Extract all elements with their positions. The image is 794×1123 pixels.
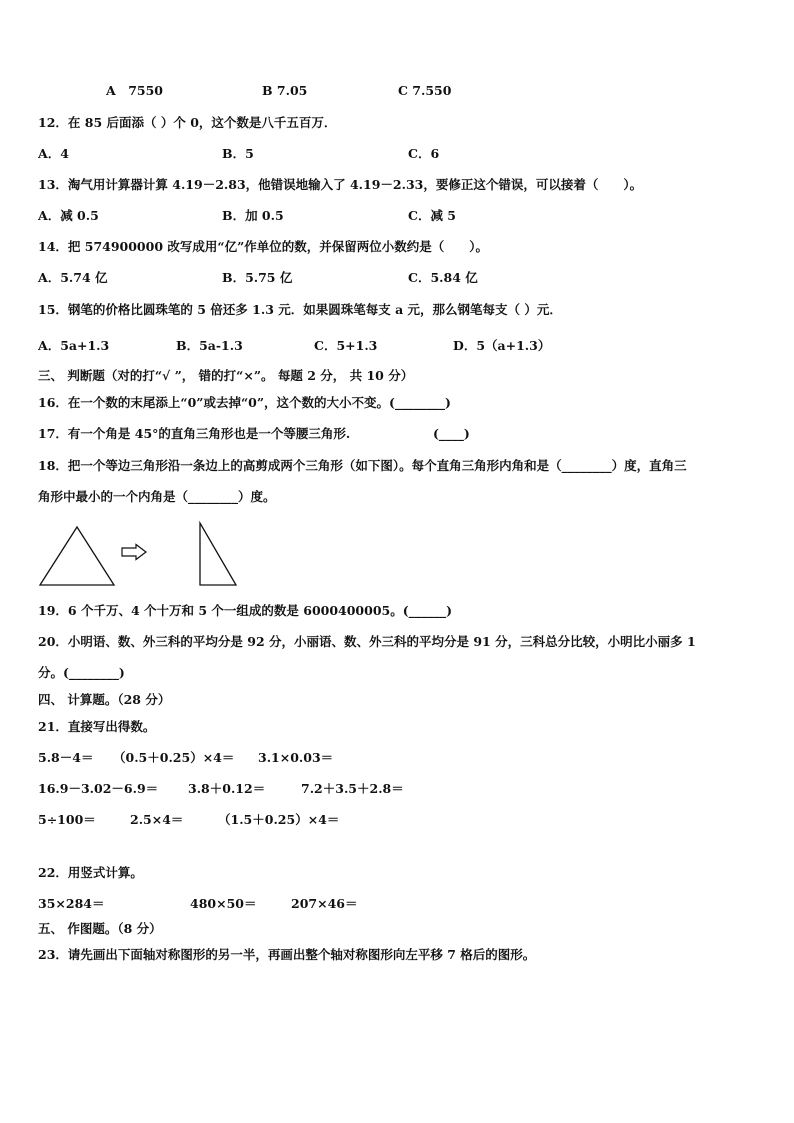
q14-stem: 14．把 574900000 改写成用“亿”作单位的数，并保留两位小数约是（ ）。 [38, 239, 489, 254]
q14-option-b: B．5.75 亿 [222, 270, 293, 285]
q14-option-a: A．5.74 亿 [38, 270, 108, 285]
q15-option-c: C．5+1.3 [314, 338, 378, 353]
q13-option-b: B．加 0.5 [222, 208, 284, 223]
q22-item: 480×50＝ [190, 896, 257, 911]
q22-item: 207×46＝ [291, 896, 358, 911]
q16-text: 16．在一个数的末尾添上“0”或去掉“0”，这个数的大小不变。(________) [38, 395, 451, 410]
q15-option-b: B．5a-1.3 [176, 338, 243, 353]
q21-expr: 2.5×4＝ [130, 812, 184, 827]
q15-stem: 15．钢笔的价格比圆珠笔的 5 倍还多 1.3 元．如果圆珠笔每支 a 元，那么钢笔每支（ ）元． [38, 302, 562, 317]
q21-expr: 3.8＋0.12＝ [188, 781, 266, 796]
q18-line-2: 角形中最小的一个内角是（________）度。 [38, 489, 276, 504]
q17-stem: 17．有一个角是 45°的直角三角形也是一个等腰三角形. [38, 426, 351, 441]
q21-expr: （0.5＋0.25）×4＝ [113, 750, 235, 765]
q21-expr: 16.9－3.02－6.9＝ [38, 781, 159, 796]
q19-text: 19．6 个千万、4 个十万和 5 个一组成的数是 6000400005。(______) [38, 603, 453, 618]
q22-item: 35×284＝ [38, 896, 105, 911]
equilateral-triangle-shape [40, 527, 114, 585]
q11-option-c: C 7.550 [398, 83, 452, 98]
section-5-heading: 五、 作图题。（8 分） [38, 921, 162, 936]
q17-answer-blank: (____) [433, 426, 470, 441]
q20-line-2: 分。(________) [38, 665, 125, 680]
q12-option-c: C．6 [408, 146, 440, 161]
section-4-heading: 四、 计算题。（28 分） [38, 692, 171, 707]
q15-option-a: A．5a+1.3 [38, 338, 110, 353]
q20-line-1: 20．小明语、数、外三科的平均分是 92 分，小丽语、数、外三科的平均分是 91 分，三科总分比较，小明比小丽多 1 [38, 634, 696, 649]
right-triangle-shape [200, 523, 236, 585]
q13-option-c: C．减 5 [408, 208, 456, 223]
q13-stem: 13．淘气用计算器计算 4.19－2.83，他错误地输入了 4.19－2.33，要修正这个错误，可以接着（ ）。 [38, 177, 643, 192]
section-3-heading: 三、 判断题（对的打“√ ”， 错的打“×”。 每题 2 分， 共 10 分） [38, 368, 414, 383]
q22-stem: 22．用竖式计算。 [38, 865, 143, 880]
q23-text: 23．请先画出下面轴对称图形的另一半，再画出整个轴对称图形向左平移 7 格后的图形。 [38, 947, 536, 962]
q21-expr: （1.5＋0.25）×4＝ [218, 812, 340, 827]
q11-option-b: B 7.05 [262, 83, 308, 98]
q11-option-a: A 7550 [106, 83, 163, 98]
q14-option-c: C．5.84 亿 [408, 270, 478, 285]
q15-option-d: D．5（a+1.3） [453, 338, 551, 353]
q18-line-1: 18．把一个等边三角形沿一条边上的高剪成两个三角形（如下图）。每个直角三角形内角和是（________）度，直角三 [38, 458, 687, 473]
cut-arrow-shape [122, 545, 146, 560]
q21-stem: 21．直接写出得数。 [38, 719, 156, 734]
q13-option-a: A．减 0.5 [38, 208, 99, 223]
q21-expr: 5÷100＝ [38, 812, 96, 827]
q12-stem: 12．在 85 后面添（ ）个 0，这个数是八千五百万． [38, 115, 337, 130]
q21-expr: 3.1×0.03＝ [258, 750, 334, 765]
q21-expr: 5.8－4＝ [38, 750, 94, 765]
q12-option-a: A．4 [38, 146, 69, 161]
q21-expr: 7.2＋3.5＋2.8＝ [301, 781, 404, 796]
q12-option-b: B．5 [222, 146, 254, 161]
